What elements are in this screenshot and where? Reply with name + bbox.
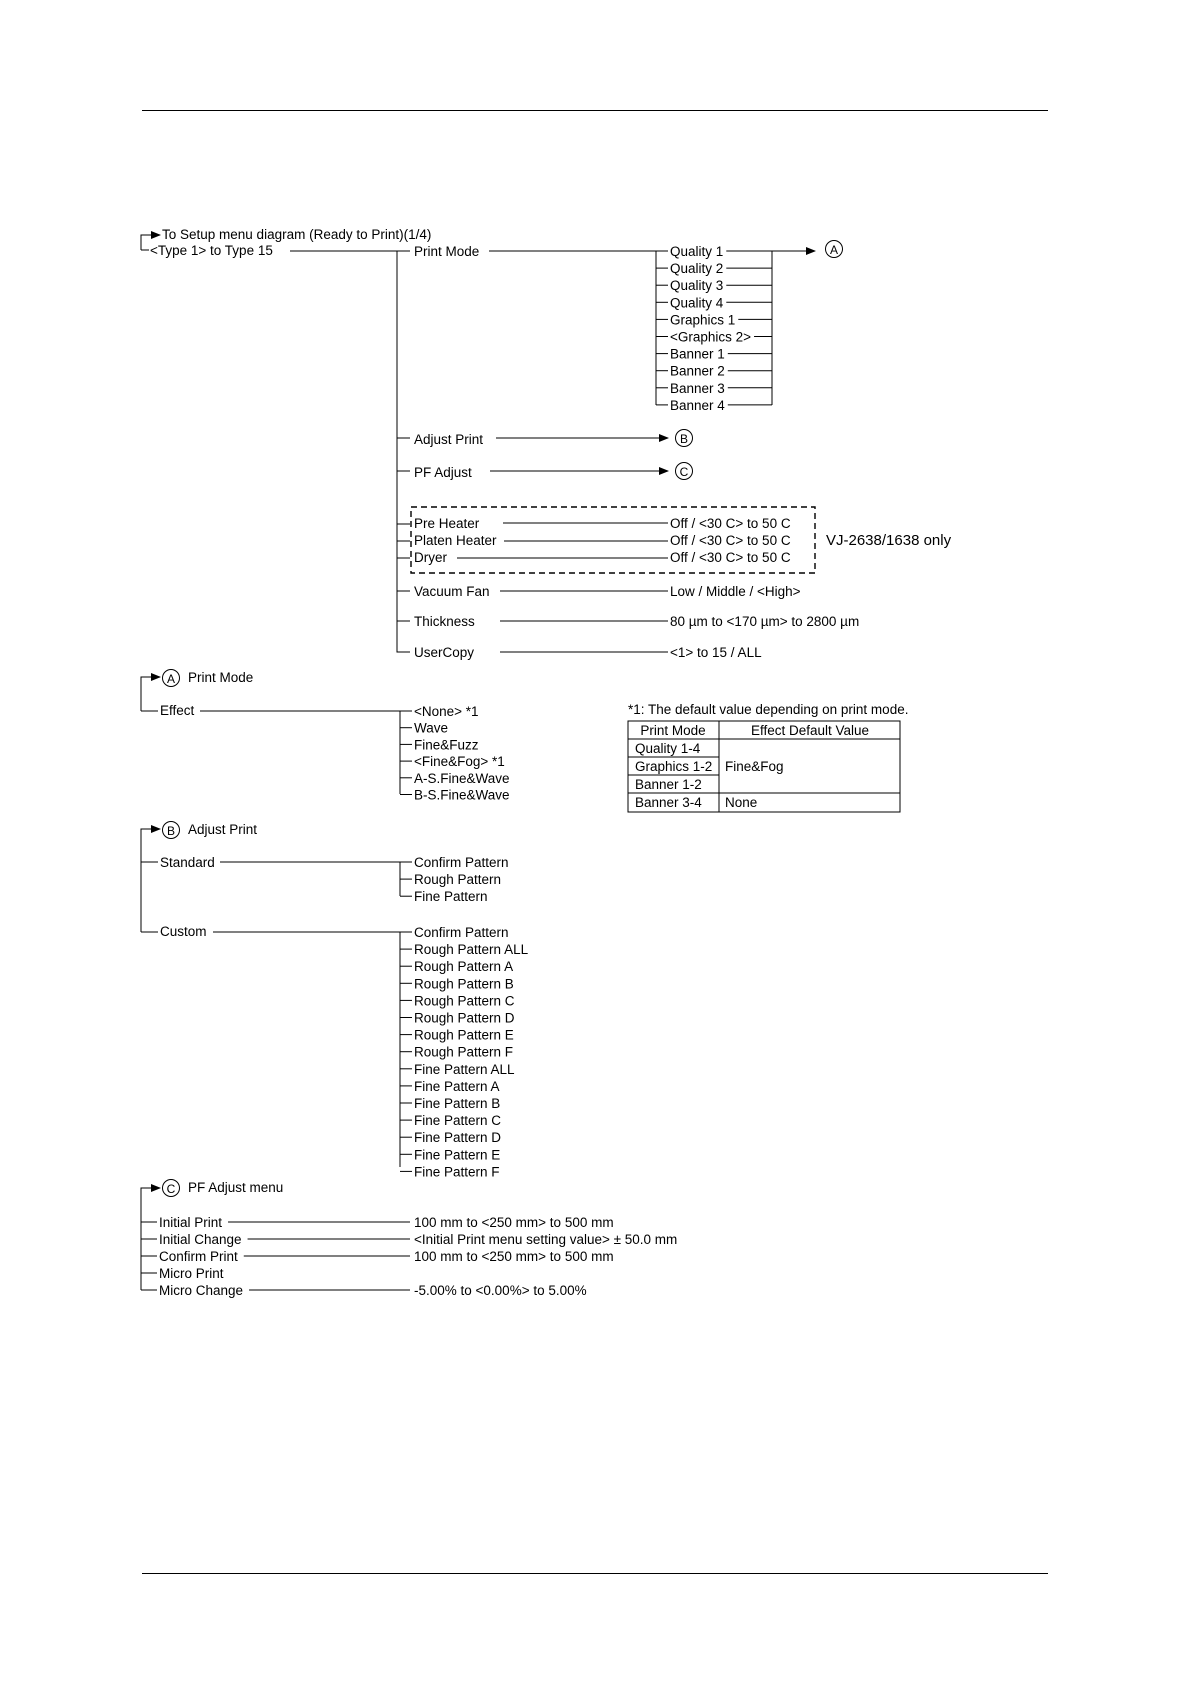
pf-value-initial-print: 100 mm to <250 mm> to 500 mm [414, 1215, 614, 1230]
custom-item-rough-pattern-b: Rough Pattern B [414, 976, 514, 992]
dryer-value: Off / <30 C> to 50 C [670, 550, 791, 565]
thickness-value: 80 µm to <170 µm> to 2800 µm [670, 614, 860, 629]
quality-mode-list [656, 244, 772, 413]
type-range-label: <Type 1> to Type 15 [150, 243, 273, 258]
quality-item-quality-3: Quality 3 [670, 278, 724, 294]
quality-item-banner-3: Banner 3 [670, 380, 725, 396]
marker-b-letter: B [679, 432, 689, 446]
custom-item-fine-pattern-b: Fine Pattern B [414, 1096, 501, 1111]
table-row-banner-3-4: Banner 3-4 [635, 795, 702, 810]
section-b-title: Adjust Print [188, 822, 258, 837]
section-a-print-mode [141, 670, 908, 813]
pf-adjust-label: PF Adjust [414, 465, 472, 480]
table-value-none: None [725, 795, 758, 810]
pf-value-micro-change: -5.00% to <0.00%> to 5.00% [414, 1283, 587, 1298]
custom-item-rough-pattern-e: Rough Pattern E [414, 1027, 514, 1043]
pf-item-initial-print: Initial Print [159, 1215, 223, 1230]
custom-item-fine-pattern-e: Fine Pattern E [414, 1147, 501, 1163]
table-row-banner-1-2: Banner 1-2 [635, 777, 702, 792]
table-header-effect-default: Effect Default Value [750, 723, 870, 738]
custom-item-fine-pattern-f: Fine Pattern F [414, 1164, 500, 1180]
quality-item-graphics-1: Graphics 1 [670, 312, 736, 328]
platen-heater-value: Off / <30 C> to 50 C [670, 533, 791, 548]
effect-option-b-s-fine-wave: B-S.Fine&Wave [414, 787, 510, 803]
usercopy-value: <1> to 15 / ALL [670, 645, 762, 660]
custom-item-fine-pattern-d: Fine Pattern D [414, 1130, 502, 1146]
effect-option-fine-fog-1: <Fine&Fog> *1 [414, 754, 505, 770]
vacuum-fan-value: Low / Middle / <High> [670, 584, 801, 599]
quality-item-quality-1: Quality 1 [670, 244, 724, 259]
effect-option-fine-fuzz: Fine&Fuzz [414, 737, 479, 753]
usercopy-label: UserCopy [414, 645, 475, 660]
section-b-adjust-print [141, 822, 529, 1180]
quality-item-quality-2: Quality 2 [670, 261, 724, 277]
marker-c-letter: C [166, 1182, 176, 1196]
standard-item-rough-pattern: Rough Pattern [414, 872, 502, 888]
standard-item-fine-pattern: Fine Pattern [414, 889, 488, 905]
thickness-label: Thickness [414, 614, 475, 629]
effect-option-a-s-fine-wave: A-S.Fine&Wave [414, 770, 510, 786]
pre-heater-label: Pre Heater [414, 516, 480, 531]
custom-label: Custom [160, 924, 207, 939]
section-c-pf-adjust [141, 1180, 677, 1299]
platen-heater-label: Platen Heater [414, 533, 497, 548]
table-header-print-mode: Print Mode [640, 723, 706, 738]
marker-a-letter: A [829, 243, 839, 257]
custom-item-rough-pattern-c: Rough Pattern C [414, 993, 515, 1009]
pf-value-initial-change: <Initial Print menu setting value> ± 50.0 mm [414, 1232, 678, 1247]
pf-item-micro-change: Micro Change [159, 1283, 244, 1298]
custom-item-fine-pattern-c: Fine Pattern C [414, 1113, 502, 1129]
effect-label: Effect [160, 703, 195, 718]
footnote-default: *1: The default value depending on print mode. [628, 702, 909, 717]
custom-pattern-list [400, 925, 529, 1179]
quality-item-graphics-2: <Graphics 2> [670, 329, 752, 345]
custom-item-rough-pattern-d: Rough Pattern D [414, 1010, 515, 1026]
marker-b-letter: B [166, 824, 176, 838]
custom-item-confirm-pattern: Confirm Pattern [414, 925, 509, 940]
adjust-print-label: Adjust Print [414, 432, 484, 447]
standard-pattern-list [400, 855, 509, 904]
section-a-title: Print Mode [188, 670, 254, 685]
section-c-title: PF Adjust menu [188, 1180, 284, 1195]
quality-item-banner-1: Banner 1 [670, 346, 725, 362]
quality-item-banner-2: Banner 2 [670, 363, 725, 379]
pf-item-confirm-print: Confirm Print [159, 1249, 238, 1264]
table-row-graphics: Graphics 1-2 [635, 759, 713, 774]
effect-option-list [400, 704, 510, 803]
custom-item-rough-pattern-a: Rough Pattern A [414, 959, 514, 975]
pf-value-confirm-print: 100 mm to <250 mm> to 500 mm [414, 1249, 614, 1264]
setup-tree [141, 227, 952, 660]
quality-item-banner-4: Banner 4 [670, 397, 725, 413]
custom-item-fine-pattern-all: Fine Pattern ALL [414, 1061, 515, 1077]
marker-a-letter: A [166, 672, 176, 686]
pf-item-micro-print: Micro Print [159, 1266, 224, 1281]
setup-diagram-title: To Setup menu diagram (Ready to Print)(1/4) [162, 227, 432, 242]
table-row-quality: Quality 1-4 [635, 741, 701, 756]
effect-option-wave: Wave [414, 720, 449, 736]
standard-item-confirm-pattern: Confirm Pattern [414, 855, 509, 870]
pf-adjust-item-list [141, 1188, 677, 1298]
vacuum-fan-label: Vacuum Fan [414, 584, 490, 599]
custom-item-rough-pattern-all: Rough Pattern ALL [414, 942, 529, 958]
quality-item-quality-4: Quality 4 [670, 295, 724, 311]
marker-c-letter: C [679, 465, 689, 479]
pf-item-initial-change: Initial Change [159, 1232, 242, 1247]
table-value-fine-fog: Fine&Fog [725, 759, 784, 774]
footer-rule [142, 1573, 1048, 1574]
standard-label: Standard [160, 855, 215, 870]
custom-item-rough-pattern-f: Rough Pattern F [414, 1044, 514, 1060]
dryer-label: Dryer [414, 550, 447, 565]
pre-heater-value: Off / <30 C> to 50 C [670, 516, 791, 531]
custom-item-fine-pattern-a: Fine Pattern A [414, 1078, 500, 1094]
print-mode-label: Print Mode [414, 244, 480, 259]
effect-option-none-1: <None> *1 [414, 704, 479, 719]
effect-default-table [628, 721, 900, 812]
heater-note: VJ-2638/1638 only [826, 532, 952, 549]
